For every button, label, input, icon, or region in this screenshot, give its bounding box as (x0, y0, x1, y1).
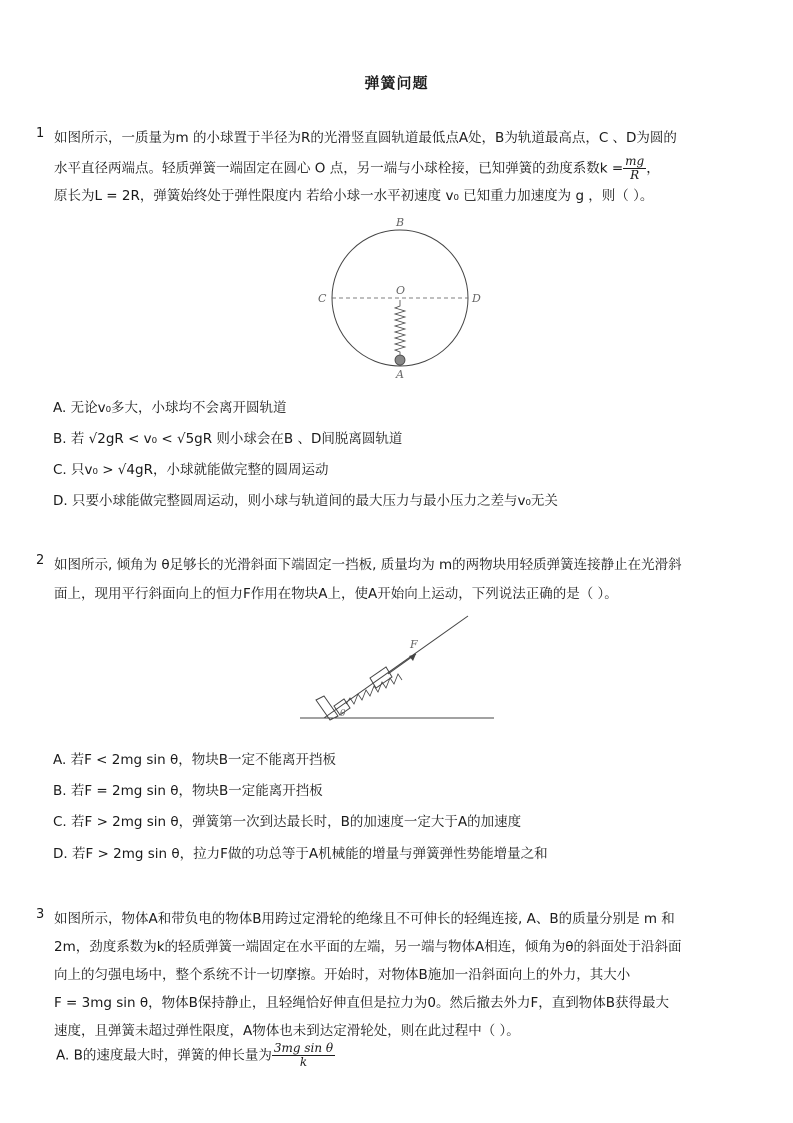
spring (395, 300, 405, 356)
question-number: 2 (36, 553, 45, 568)
spring (346, 674, 402, 704)
question-text-line: 速度，且弹簧未超过弹性限度，A物体也未到达定滑轮处，则在此过程中（ ）。 (54, 1023, 520, 1039)
incline-figure (296, 612, 498, 724)
baffle (316, 696, 338, 720)
question-number: 1 (36, 126, 45, 141)
label-o: O (396, 284, 406, 297)
question-text-line: 向上的匀强电场中，整个系统不计一切摩擦。开始时，对物体B施加一沿斜面向上的外力，其大小 (54, 967, 631, 983)
label-d: D (472, 292, 481, 305)
option-c: C. 若F > 2mg sin θ，弹簧第一次到达最长时，B的加速度一定大于A的加速度 (53, 814, 522, 830)
fraction: $\frac{mg}{R}$ (625, 154, 645, 182)
option-d: D. 只要小球能做完整圆周运动，则小球与轨道间的最大压力与最小压力之差与v₀无关 (53, 493, 558, 509)
question-number: 3 (36, 907, 45, 922)
option-b: B. 若F = 2mg sin θ，物块B一定能离开挡板 (53, 783, 323, 799)
question-text-line: 水平直径两端点。轻质弹簧一端固定在圆心 O 点，另一端与小球栓接，已知弹簧的劲度系数k = $\frac{mg}{R}$ ， (54, 154, 660, 182)
option-a: A. B的速度最大时，弹簧的伸长量为 $\frac{\text{3mg sin θ}}{k}$ (56, 1041, 334, 1069)
ball (395, 355, 405, 365)
circle-track-figure (300, 210, 500, 380)
question-text-line: 如图所示，一质量为m 的小球置于半径为R的光滑竖直圆轨道最低点A处，B为轨道最高点，C 、D为圆的 (54, 130, 677, 146)
option-a: A. 无论v₀多大，小球均不会离开圆轨道 (53, 400, 287, 416)
question-text-line: 2m，劲度系数为k的轻质弹簧一端固定在水平面的左端，另一端与物体A相连，倾角为θ的斜面处于沿斜面 (54, 939, 682, 955)
label-b: B (396, 216, 405, 229)
question-text-line: 面上，现用平行斜面向上的恒力F作用在物块A上，使A开始向上运动，下列说法正确的是（ ）。 (54, 586, 618, 602)
option-c: C. 只v₀ > √4gR，小球就能做完整的圆周运动 (53, 462, 329, 478)
label-a: A (396, 368, 404, 380)
fraction: $\frac{\text{3mg sin θ}}{k}$ (273, 1041, 334, 1069)
label-theta: θ (340, 709, 346, 719)
question-text-line: 如图所示，物体A和带负电的物体B用跨过定滑轮的绝缘且不可伸长的轻绳连接, A、B的质量分别是 m 和 (54, 911, 675, 927)
incline-line (324, 616, 468, 718)
option-b: B. 若 √2gR < v₀ < √5gR 则小球会在B 、D间脱离圆轨道 (53, 431, 403, 447)
option-d: D. 若F > 2mg sin θ，拉力F做的功总等于A机械能的增量与弹簧弹性势能增量之和 (53, 846, 548, 862)
question-text-line: F = 3mg sin θ，物体B保持静止，且轻绳恰好伸直但是拉力为0。然后撤去外力F，直到物体B获得最大 (54, 995, 670, 1011)
option-a: A. 若F < 2mg sin θ，物块B一定不能离开挡板 (53, 752, 336, 768)
label-f: F (410, 638, 418, 651)
question-text-line: 如图所示, 倾角为 θ足够长的光滑斜面下端固定一挡板, 质量均为 m的两物块用轻质弹簧连接静止在光滑斜 (54, 557, 682, 573)
question-text-line: 原长为L = 2R，弹簧始终处于弹性限度内 若给小球一水平初速度 v₀ 已知重力加速度为 g ，则（ ）。 (54, 188, 654, 204)
page-title: 弹簧问题 (364, 74, 429, 92)
label-c: C (318, 292, 327, 305)
